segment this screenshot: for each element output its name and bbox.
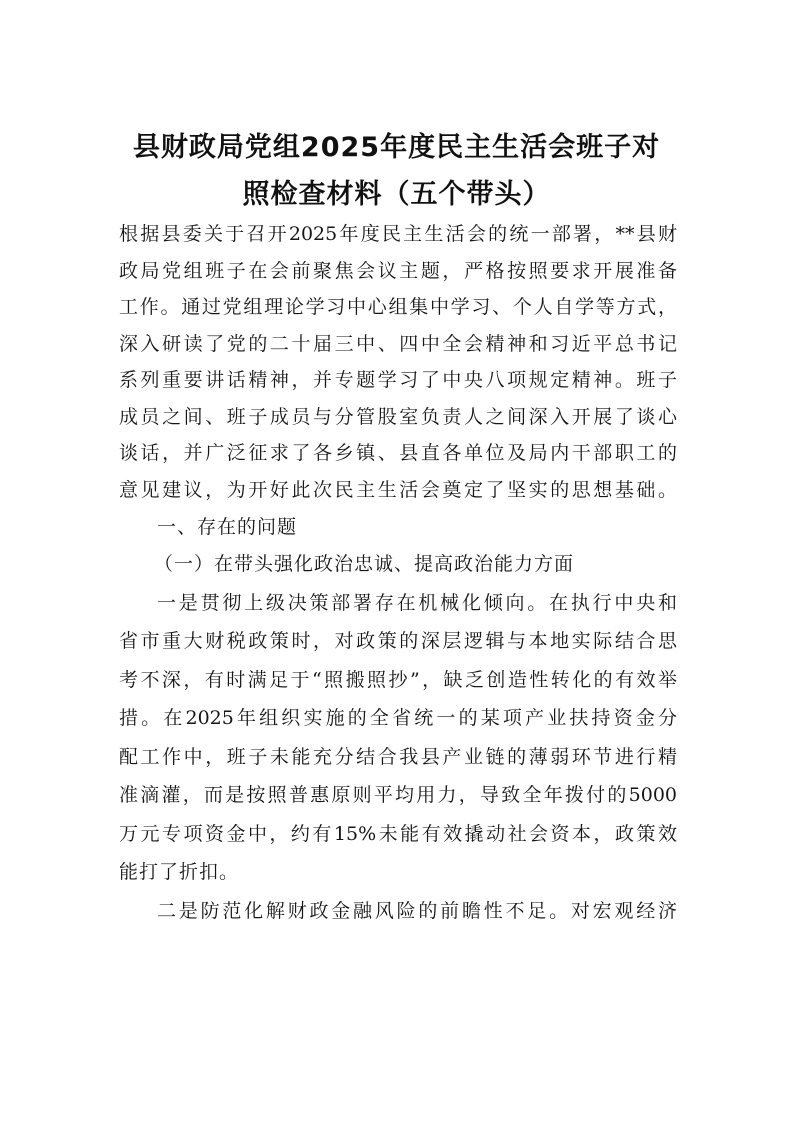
paragraph-line: 万元专项资金中，约有15%未能有效撬动社会资本，政策效 — [119, 823, 677, 845]
paragraph-line: 工作。通过党组理论学习中心组集中学习、个人自学等方式， — [119, 296, 677, 318]
document-title-line-2: 照检查材料（五个带头） — [242, 179, 551, 210]
paragraph-line: 根据县委关于召开2025年度民主生活会的统一部署，**县财 — [119, 223, 677, 245]
paragraph-line: 成员之间、班子成员与分管股室负责人之间深入开展了谈心 — [119, 406, 677, 428]
paragraph-line: 意见建议，为开好此次民主生活会奠定了坚实的思想基础。 — [119, 479, 677, 501]
paragraph-line: 深入研读了党的二十届三中、四中全会精神和习近平总书记 — [119, 333, 677, 355]
paragraph-line: 配工作中，班子未能充分结合我县产业链的薄弱环节进行精 — [119, 746, 677, 768]
paragraph-line: 系列重要讲话精神，并专题学习了中央八项规定精神。班子 — [119, 369, 677, 391]
point-2-first-line: 二是防范化解财政金融风险的前瞻性不足。对宏观经济 — [157, 900, 677, 922]
subsection-heading: （一）在带头强化政治忠诚、提高政治能力方面 — [154, 553, 575, 575]
paragraph-line: 一是贯彻上级决策部署存在机械化倾向。在执行中央和 — [157, 592, 677, 614]
section-heading: 一、存在的问题 — [157, 516, 298, 538]
paragraph-line: 准滴灌，而是按照普惠原则平均用力，导致全年拨付的5000 — [119, 784, 677, 806]
paragraph-line: 考不深，有时满足于“照搬照抄”，缺乏创造性转化的有效举 — [119, 669, 677, 691]
document-title-line-1: 县财政局党组2025年度民主生活会班子对 — [132, 132, 661, 163]
paragraph-line: 措。在2025年组织实施的全省统一的某项产业扶持资金分 — [119, 707, 677, 729]
paragraph-line: 省市重大财税政策时，对政策的深层逻辑与本地实际结合思 — [119, 630, 677, 652]
paragraph-line: 能打了折扣。 — [119, 861, 240, 883]
paragraph-line: 政局党组班子在会前聚焦会议主题，严格按照要求开展准备 — [119, 260, 677, 282]
paragraph-line: 谈话，并广泛征求了各乡镇、县直各单位及局内干部职工的 — [119, 442, 677, 464]
